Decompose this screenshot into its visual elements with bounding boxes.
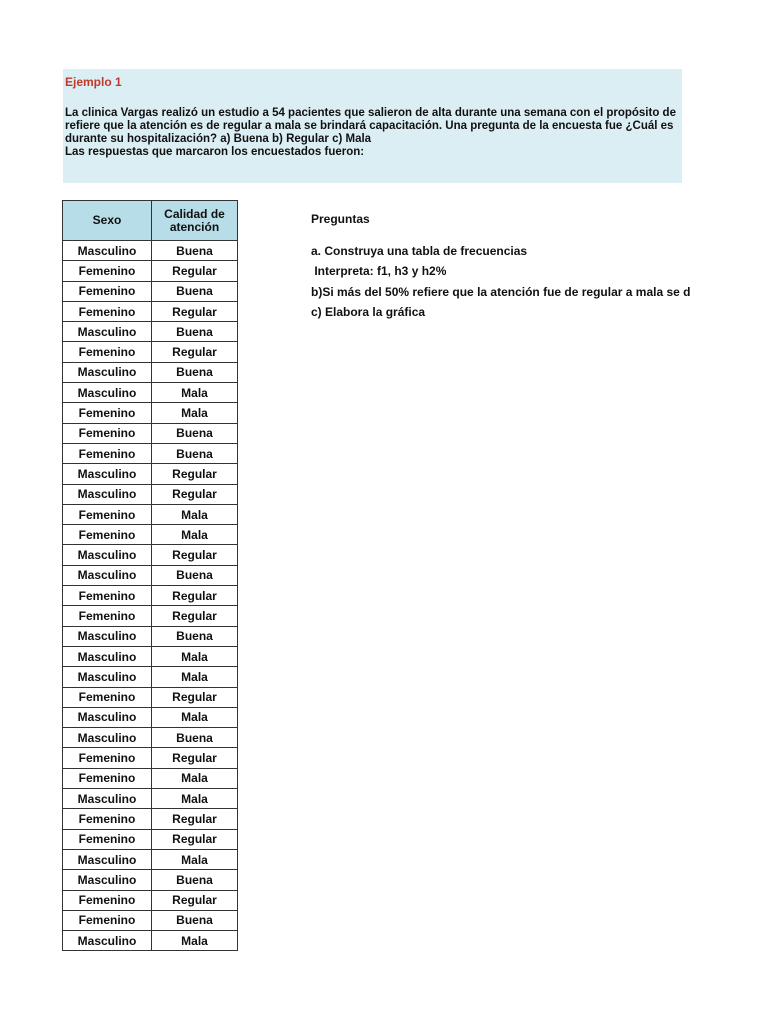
cell-sexo: Masculino bbox=[63, 362, 152, 382]
cell-calidad: Regular bbox=[152, 748, 238, 768]
cell-sexo: Femenino bbox=[63, 301, 152, 321]
header-sexo: Sexo bbox=[63, 201, 152, 241]
cell-calidad: Mala bbox=[152, 707, 238, 727]
cell-sexo: Femenino bbox=[63, 768, 152, 788]
cell-sexo: Femenino bbox=[63, 748, 152, 768]
cell-calidad: Regular bbox=[152, 606, 238, 626]
cell-calidad: Buena bbox=[152, 728, 238, 748]
cell-sexo: Masculino bbox=[63, 383, 152, 403]
table-row bbox=[63, 545, 238, 565]
table-row bbox=[63, 281, 238, 301]
table-row bbox=[63, 586, 238, 606]
table-row bbox=[63, 626, 238, 646]
table-row bbox=[63, 464, 238, 484]
cell-sexo: Femenino bbox=[63, 423, 152, 443]
cell-calidad: Mala bbox=[152, 768, 238, 788]
cell-sexo: Femenino bbox=[63, 809, 152, 829]
survey-table bbox=[62, 200, 238, 951]
cell-calidad: Regular bbox=[152, 829, 238, 849]
example-title: Ejemplo 1 bbox=[65, 75, 122, 89]
cell-calidad: Buena bbox=[152, 910, 238, 930]
question-interpreta: Interpreta: f1, h3 y h2% bbox=[311, 264, 447, 278]
cell-sexo: Femenino bbox=[63, 504, 152, 524]
header-calidad: Calidad de atención bbox=[152, 201, 238, 241]
table-row bbox=[63, 687, 238, 707]
cell-sexo: Masculino bbox=[63, 484, 152, 504]
cell-calidad: Regular bbox=[152, 464, 238, 484]
cell-calidad: Mala bbox=[152, 383, 238, 403]
problem-statement bbox=[65, 107, 676, 159]
cell-sexo: Femenino bbox=[63, 606, 152, 626]
questions-heading: Preguntas bbox=[311, 212, 370, 226]
cell-calidad: Buena bbox=[152, 322, 238, 342]
table-row bbox=[63, 849, 238, 869]
cell-calidad: Buena bbox=[152, 423, 238, 443]
cell-sexo: Masculino bbox=[63, 545, 152, 565]
cell-calidad: Mala bbox=[152, 504, 238, 524]
cell-sexo: Masculino bbox=[63, 464, 152, 484]
table-row bbox=[63, 565, 238, 585]
cell-calidad: Buena bbox=[152, 565, 238, 585]
cell-sexo: Masculino bbox=[63, 870, 152, 890]
table-row bbox=[63, 261, 238, 281]
table-row bbox=[63, 301, 238, 321]
table-header-row bbox=[63, 201, 238, 241]
table-row bbox=[63, 525, 238, 545]
cell-sexo: Femenino bbox=[63, 443, 152, 463]
cell-sexo: Femenino bbox=[63, 261, 152, 281]
cell-calidad: Regular bbox=[152, 261, 238, 281]
cell-sexo: Femenino bbox=[63, 586, 152, 606]
table-row bbox=[63, 342, 238, 362]
cell-sexo: Femenino bbox=[63, 829, 152, 849]
table-row bbox=[63, 748, 238, 768]
cell-calidad: Mala bbox=[152, 789, 238, 809]
table-row bbox=[63, 443, 238, 463]
cell-sexo: Masculino bbox=[63, 646, 152, 666]
cell-sexo: Masculino bbox=[63, 667, 152, 687]
cell-calidad: Buena bbox=[152, 870, 238, 890]
table-row bbox=[63, 707, 238, 727]
cell-calidad: Regular bbox=[152, 586, 238, 606]
cell-calidad: Buena bbox=[152, 443, 238, 463]
cell-calidad: Regular bbox=[152, 809, 238, 829]
cell-calidad: Buena bbox=[152, 281, 238, 301]
table-row bbox=[63, 423, 238, 443]
cell-calidad: Mala bbox=[152, 403, 238, 423]
cell-calidad: Mala bbox=[152, 646, 238, 666]
cell-calidad: Regular bbox=[152, 484, 238, 504]
cell-sexo: Masculino bbox=[63, 931, 152, 951]
table-row bbox=[63, 890, 238, 910]
problem-line: refiere que la atención es de regular a mala se brindará capacitación. Una pregunta de la encuesta fue ¿Cuál es bbox=[65, 120, 674, 132]
cell-sexo: Femenino bbox=[63, 910, 152, 930]
cell-sexo: Femenino bbox=[63, 281, 152, 301]
cell-calidad: Regular bbox=[152, 545, 238, 565]
cell-calidad: Regular bbox=[152, 342, 238, 362]
problem-line: durante su hospitalización? a) Buena b) Regular c) Mala bbox=[65, 133, 372, 145]
table-row bbox=[63, 322, 238, 342]
cell-sexo: Femenino bbox=[63, 525, 152, 545]
cell-sexo: Femenino bbox=[63, 687, 152, 707]
cell-sexo: Femenino bbox=[63, 342, 152, 362]
table-row bbox=[63, 606, 238, 626]
cell-sexo: Masculino bbox=[63, 565, 152, 585]
cell-sexo: Femenino bbox=[63, 403, 152, 423]
table-row bbox=[63, 870, 238, 890]
table-row bbox=[63, 910, 238, 930]
question-a: a. Construya una tabla de frecuencias bbox=[311, 244, 528, 258]
table-row bbox=[63, 809, 238, 829]
cell-calidad: Mala bbox=[152, 525, 238, 545]
cell-calidad: Regular bbox=[152, 301, 238, 321]
cell-sexo: Masculino bbox=[63, 626, 152, 646]
cell-calidad: Buena bbox=[152, 241, 238, 261]
cell-calidad: Regular bbox=[152, 890, 238, 910]
cell-calidad: Regular bbox=[152, 687, 238, 707]
cell-calidad: Mala bbox=[152, 931, 238, 951]
question-c: c) Elabora la gráfica bbox=[311, 305, 426, 319]
table-row bbox=[63, 484, 238, 504]
table-row bbox=[63, 667, 238, 687]
table-row bbox=[63, 241, 238, 261]
table-row bbox=[63, 403, 238, 423]
table-row bbox=[63, 728, 238, 748]
intro-banner bbox=[63, 69, 682, 183]
table-row bbox=[63, 768, 238, 788]
cell-sexo: Masculino bbox=[63, 322, 152, 342]
cell-sexo: Masculino bbox=[63, 789, 152, 809]
cell-sexo: Femenino bbox=[63, 890, 152, 910]
cell-sexo: Masculino bbox=[63, 241, 152, 261]
table-body bbox=[63, 241, 238, 951]
problem-line: Las respuestas que marcaron los encuestados fueron: bbox=[65, 146, 365, 158]
table-row bbox=[63, 383, 238, 403]
cell-sexo: Masculino bbox=[63, 707, 152, 727]
cell-calidad: Buena bbox=[152, 362, 238, 382]
cell-calidad: Buena bbox=[152, 626, 238, 646]
table-row bbox=[63, 829, 238, 849]
table-row bbox=[63, 646, 238, 666]
table-row bbox=[63, 789, 238, 809]
table-row bbox=[63, 362, 238, 382]
problem-line: La clinica Vargas realizó un estudio a 54 pacientes que salieron de alta durante una semana con el propósito de bbox=[65, 107, 676, 119]
cell-sexo: Masculino bbox=[63, 849, 152, 869]
cell-calidad: Mala bbox=[152, 849, 238, 869]
table-row bbox=[63, 504, 238, 524]
question-b: b)Si más del 50% refiere que la atención fue de regular a mala se d bbox=[311, 285, 691, 299]
table-row bbox=[63, 931, 238, 951]
cell-calidad: Mala bbox=[152, 667, 238, 687]
cell-sexo: Masculino bbox=[63, 728, 152, 748]
